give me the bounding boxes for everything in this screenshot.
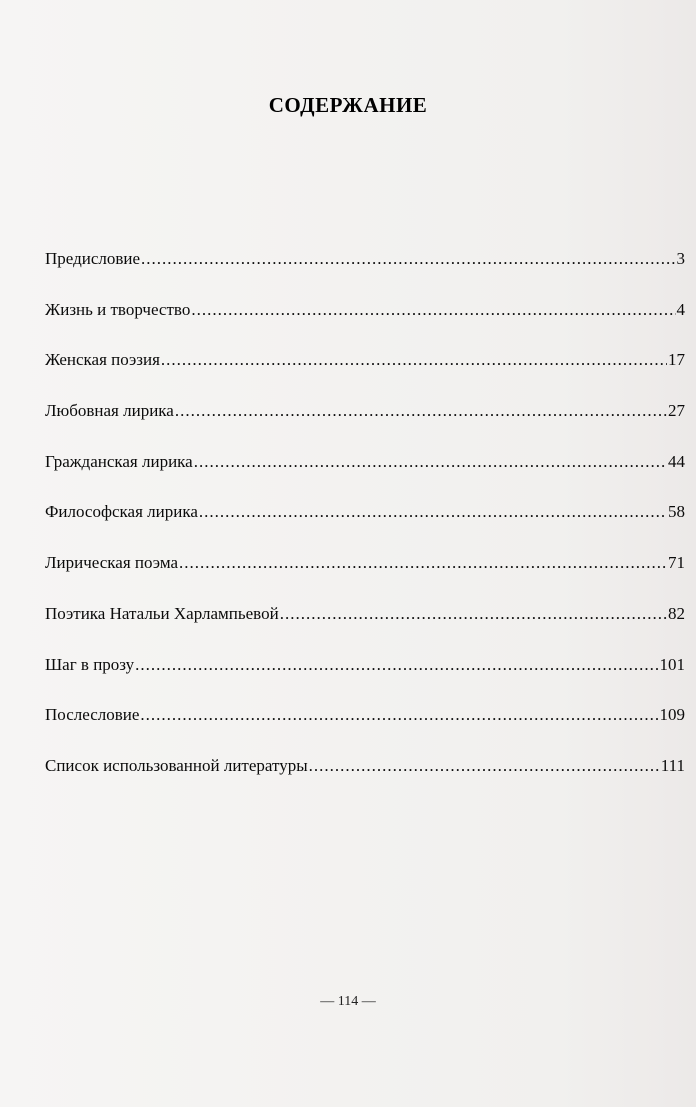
toc-entry [45, 603, 685, 654]
toc-entry-label: Женская поэзия [45, 350, 160, 370]
dot-leader [179, 552, 667, 574]
toc-entry-label: Гражданская лирика [45, 451, 193, 471]
dot-leader [280, 603, 667, 625]
dot-leader [135, 654, 658, 676]
toc-entry-page: 44 [668, 451, 685, 471]
dot-leader [194, 451, 667, 473]
toc-entry [45, 501, 685, 552]
toc-entry-page: 71 [668, 553, 685, 573]
toc-entry [45, 704, 685, 755]
toc-entry-page: 58 [668, 502, 685, 522]
toc-entry-page: 4 [676, 299, 685, 319]
page-number-footer: — 114 — [320, 994, 376, 1009]
toc-entry [45, 451, 685, 502]
toc-entry [45, 400, 685, 451]
toc-entry-label: Поэтика Натальи Харлампьевой [45, 603, 279, 623]
toc-entry-label: Предисловие [45, 249, 141, 268]
toc-entry-label: Послесловие [45, 705, 140, 725]
toc-entry [45, 654, 685, 705]
toc-entry-page: 27 [668, 401, 685, 421]
toc-entry-page: 17 [668, 350, 685, 370]
dot-leader [199, 501, 667, 523]
toc-entry-page: 82 [668, 603, 685, 623]
toc-entry-label: Жизнь и творчество [45, 299, 191, 319]
dot-leader [161, 349, 667, 371]
toc-entry [45, 248, 685, 299]
toc-entry [45, 552, 685, 603]
toc-entry [45, 755, 685, 806]
dot-leader [141, 248, 675, 270]
toc-entry-page: 3 [676, 249, 685, 268]
table-of-contents [45, 248, 685, 806]
dot-leader [140, 704, 658, 726]
toc-entry-label: Лирическая поэма [45, 553, 179, 573]
page-title: СОДЕРЖАНИЕ [268, 93, 428, 117]
toc-entry-page: 109 [659, 705, 685, 725]
toc-entry [45, 349, 685, 400]
toc-entry-label: Любовная лирика [45, 401, 174, 421]
toc-entry-label: Шаг в прозу [45, 654, 135, 674]
toc-entry-page: 111 [660, 755, 685, 775]
toc-entry-label: Философская лирика [45, 502, 198, 522]
dot-leader [191, 299, 675, 321]
toc-entry-label: Список использованной литературы [45, 755, 308, 775]
toc-entry-page: 101 [659, 654, 685, 674]
dot-leader [309, 755, 660, 777]
toc-entry [45, 299, 685, 350]
dot-leader [175, 400, 667, 422]
